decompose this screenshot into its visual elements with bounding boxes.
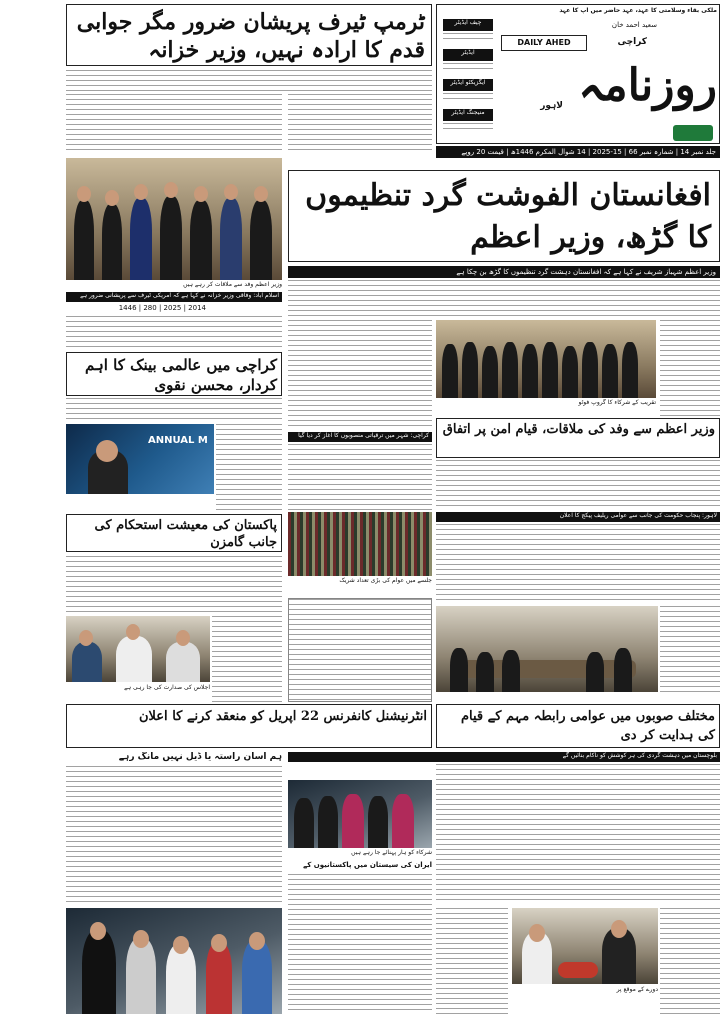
left-column-text xyxy=(66,94,282,154)
photo-visit xyxy=(66,908,282,1014)
person-figure xyxy=(72,642,102,682)
person-head xyxy=(164,182,178,198)
lead-strip: وزیر اعظم شہباز شریف نے کہا ہے کہ افغانستان دہشت گرد تنظیموں کا گڑھ بن چکا ہے xyxy=(288,266,720,278)
latin-title: DAILY AHED xyxy=(517,38,571,47)
person-figure xyxy=(294,798,314,848)
person-figure xyxy=(602,344,618,398)
green-emblem xyxy=(673,125,713,141)
photo-garland xyxy=(288,780,432,848)
person-figure xyxy=(250,200,272,280)
photo-caption: وزیر اعظم وفد سے ملاقات کر رہے ہیں xyxy=(183,281,282,288)
photo-rally xyxy=(288,512,432,576)
person-head xyxy=(133,930,149,948)
masthead xyxy=(436,4,720,144)
person-figure xyxy=(166,944,196,1014)
person-figure xyxy=(242,940,272,1014)
person-head xyxy=(194,186,208,202)
person-figure xyxy=(160,196,182,280)
person-figure xyxy=(614,648,632,692)
top-banner-headline: ٹرمپ ٹیرف پریشان ضرور مگر جوابی قدم کا ارادہ نہیں، وزیر خزانہ xyxy=(66,4,432,66)
news-strip: بلوچستان میں دہشت گردی کی ہر کوشش کو ناکام بنائیں گے xyxy=(288,752,720,762)
headline-story8: ایران کی سیستان میں پاکستانیوں کے xyxy=(303,861,432,869)
person-figure xyxy=(74,200,94,280)
middle-subhead: کراچی: شہر میں ترقیاتی منصوبوں کا آغاز کر دیا گیا xyxy=(288,432,432,442)
person-head xyxy=(529,924,545,942)
person-head xyxy=(105,190,119,206)
person-figure xyxy=(562,346,578,398)
person-figure xyxy=(622,342,638,398)
person-head xyxy=(90,922,106,940)
person-head xyxy=(96,440,118,462)
dateline-band: جلد نمبر 14 | شمارہ نمبر 66 | 15-2025 | 14 شوال المکرم 1446ھ | قیمت 20 روپے xyxy=(436,146,720,158)
boxed-story xyxy=(288,598,432,702)
person-head xyxy=(77,186,91,202)
side-label: چیف ایڈیٹر xyxy=(443,19,493,31)
middle-column-text xyxy=(288,874,432,1014)
masthead-side-labels xyxy=(439,19,497,139)
right-column-text xyxy=(660,908,720,1014)
masthead-tagline: ملکی بقاء وسلامتی کا عہد، عہد حاضر میں آپ کا عہد xyxy=(559,7,717,14)
person-head xyxy=(254,186,268,202)
person-head xyxy=(79,630,93,646)
middle-column-text xyxy=(288,320,432,430)
person-figure xyxy=(130,198,152,280)
person-figure xyxy=(368,796,388,848)
right-column-text xyxy=(436,460,720,510)
flower-pots xyxy=(558,962,598,978)
left-column-text xyxy=(212,616,282,702)
main-headline: افغانستان الفوشت گرد تنظیموں کا گڑھ، وزیر اعظم xyxy=(288,170,720,262)
side-label: منیجنگ ایڈیٹر xyxy=(443,109,493,121)
photo-press-meeting xyxy=(66,616,210,682)
right-column-text xyxy=(436,908,508,1014)
headline-story3: وزیر اعظم سے وفد کی ملاقات، قیام امن پر اتفاق xyxy=(436,418,720,458)
left-column-text xyxy=(66,556,282,614)
middle-column-text xyxy=(288,444,432,510)
person-figure xyxy=(220,198,242,280)
person-figure xyxy=(116,636,152,682)
right-column-text xyxy=(660,320,720,416)
person-figure xyxy=(126,938,156,1014)
left-column-text xyxy=(66,316,282,350)
headline-story7: ہم آسان راستہ یا ڈیل نہیں مانگ رہے xyxy=(118,752,282,762)
side-name xyxy=(443,123,493,133)
photo-caption: جلسے میں عوام کی بڑی تعداد شریک xyxy=(339,577,432,584)
lead-text xyxy=(288,280,720,318)
headline-story6: انٹرنیشنل کانفرنس 22 اپریل کو منعقد کرنے کا اعلان xyxy=(66,704,432,748)
headline-story5: مختلف صوبوں میں عوامی رابطہ مہم کے قیام کی ہدایت کر دی xyxy=(436,704,720,748)
person-figure xyxy=(442,344,458,398)
person-head xyxy=(173,936,189,954)
side-name xyxy=(443,93,493,103)
side-label: ایڈیٹر xyxy=(443,49,493,61)
headline-story4: پاکستان کی معیشت استحکام کی جانب گامزن xyxy=(66,514,282,552)
person-figure xyxy=(166,642,200,682)
person-figure xyxy=(342,794,364,848)
photo-bottom-right xyxy=(512,908,658,984)
side-label: ایگزیکٹو ایڈیٹر xyxy=(443,79,493,91)
left-column-text xyxy=(66,398,282,422)
right-subhead: لاہور: پنجاب حکومت کی جانب سے عوامی ریلیف پیکج کا اعلان xyxy=(436,512,720,522)
latin-logo xyxy=(501,35,587,51)
person-figure xyxy=(476,652,494,692)
person-head xyxy=(126,624,140,640)
masthead-subtitle: کراچی xyxy=(617,37,647,47)
person-figure xyxy=(502,650,520,692)
person-figure xyxy=(206,942,232,1014)
person-figure xyxy=(462,342,478,398)
person-figure xyxy=(102,204,122,280)
right-column-text xyxy=(436,764,720,904)
person-head xyxy=(134,184,148,200)
person-figure xyxy=(582,342,598,398)
person-head xyxy=(176,630,190,646)
side-name xyxy=(443,33,493,43)
person-figure xyxy=(482,346,498,398)
person-figure xyxy=(392,794,414,848)
side-name xyxy=(443,63,493,73)
banner-text: ANNUAL M xyxy=(148,435,208,446)
photo-caption: تقریب کے شرکاء کا گروپ فوٹو xyxy=(578,399,656,406)
banner-subtext xyxy=(66,70,432,92)
person-figure xyxy=(502,342,518,398)
left-subhead: اسلام آباد: وفاقی وزیر خزانہ نے کہا ہے کہ امریکی ٹیرف سے پریشانی ضرور ہے xyxy=(66,292,282,302)
middle-column-text xyxy=(288,94,432,154)
meeting-banner xyxy=(148,434,214,464)
founder-name: سعید احمد خان xyxy=(611,21,657,29)
photo-group xyxy=(436,320,656,398)
person-figure xyxy=(450,648,468,692)
headline-story2: کراچی میں عالمی بینک کا اہم کردار، محسن نقوی xyxy=(66,352,282,396)
photo-meeting-table xyxy=(436,606,658,692)
left-column-text xyxy=(66,766,282,906)
left-numbers: 2014 | 2025 | 280 | 1446 xyxy=(118,304,206,312)
left-column-text xyxy=(216,424,282,514)
person-head xyxy=(611,920,627,938)
right-column-text xyxy=(660,606,720,692)
person-figure xyxy=(542,342,558,398)
person-figure xyxy=(522,344,538,398)
photo-caption: اجلاس کی صدارت کی جا رہی ہے xyxy=(124,684,210,691)
right-column-text xyxy=(436,524,720,604)
photo-caption: شرکاء کو ہار پہنائے جا رہے ہیں xyxy=(351,849,432,856)
person-figure xyxy=(190,200,212,280)
person-figure xyxy=(318,796,338,848)
person-figure xyxy=(82,930,116,1014)
photo-caption: دورے کے موقع پر xyxy=(616,986,658,993)
person-head xyxy=(224,184,238,200)
person-head xyxy=(211,934,227,952)
masthead-title: روزنامہ xyxy=(578,60,717,111)
photo-delegation xyxy=(66,158,282,280)
photo-annual-meeting xyxy=(66,424,214,494)
person-figure xyxy=(586,652,604,692)
person-head xyxy=(249,932,265,950)
masthead-city: لاہور xyxy=(540,101,563,111)
